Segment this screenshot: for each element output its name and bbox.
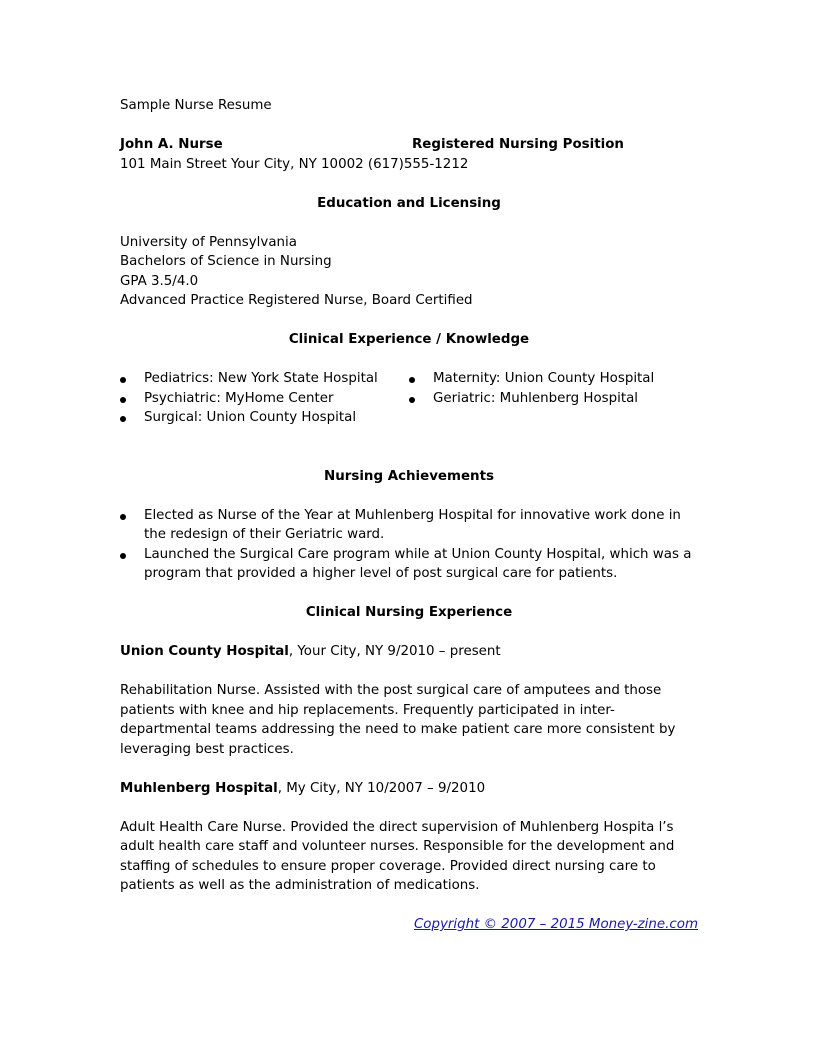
employer-name: Muhlenberg Hospital	[120, 780, 278, 796]
achievements-heading: Nursing Achievements	[324, 468, 494, 484]
education-heading: Education and Licensing	[317, 195, 501, 211]
bullet-icon	[120, 553, 126, 559]
bullet-icon	[409, 377, 415, 383]
job-header	[120, 642, 698, 662]
education-line: University of Pennsylvania	[120, 234, 297, 250]
knowledge-list	[120, 369, 698, 428]
list-item: Surgical: Union County Hospital	[120, 408, 409, 428]
job-details: , My City, NY 10/2007 – 9/2010	[277, 780, 486, 796]
position-title: Registered Nursing Position	[412, 137, 624, 152]
bullet-icon	[409, 397, 415, 403]
contact-line: 101 Main Street Your City, NY 10002 (617)555-1212	[120, 156, 469, 172]
bullet-icon	[120, 377, 126, 383]
bullet-icon	[120, 416, 126, 422]
job-description: Rehabilitation Nurse. Assisted with the post surgical care of amputees and those patients with knee and hip replacements. Frequently participated in inter-departmental teams addressing the need to make patient care more consistent by leveraging best practices.	[120, 683, 676, 757]
job-details: , Your City, NY 9/2010 – present	[288, 644, 501, 659]
applicant-name: John A. Nurse	[120, 137, 223, 152]
employer-name: Union County Hospital	[120, 644, 289, 659]
bullet-icon	[120, 397, 126, 403]
document-title: Sample Nurse Resume	[120, 98, 272, 113]
resume-page	[120, 96, 698, 935]
job-description: Adult Health Care Nurse. Provided the direct supervision of Muhlenberg Hospita l’s adult health care staff and volunteer nurses. Responsible for the development and staffing of schedules to ensure proper coverage. Provided direct nursing care to patients as well as the administration of medications.	[120, 819, 675, 893]
bullet-icon	[120, 514, 126, 520]
education-line: GPA 3.5/4.0	[120, 273, 199, 289]
copyright-footer	[120, 915, 698, 935]
knowledge-heading: Clinical Experience / Knowledge	[288, 332, 530, 347]
list-item: Maternity: Union County Hospital	[409, 369, 698, 389]
list-item: Launched the Surgical Care program while at Union County Hospital, which was a program that provided a higher level of post surgical care for patients.	[120, 545, 698, 584]
knowledge-right-column	[409, 369, 698, 428]
job-header	[120, 779, 698, 799]
experience-heading: Clinical Nursing Experience	[305, 605, 513, 620]
list-item: Pediatrics: New York State Hospital	[120, 369, 409, 389]
education-line: Bachelors of Science in Nursing	[120, 254, 332, 269]
education-line: Advanced Practice Registered Nurse, Board Certified	[120, 293, 473, 308]
name-row	[120, 135, 698, 155]
list-item: Elected as Nurse of the Year at Muhlenberg Hospital for innovative work done in the redesign of their Geriatric ward.	[120, 506, 698, 545]
copyright-link[interactable]: Copyright © 2007 – 2015 Money-zine.com	[413, 917, 698, 932]
list-item: Psychiatric: MyHome Center	[120, 389, 409, 409]
knowledge-left-column	[120, 369, 409, 428]
list-item: Geriatric: Muhlenberg Hospital	[409, 389, 698, 409]
